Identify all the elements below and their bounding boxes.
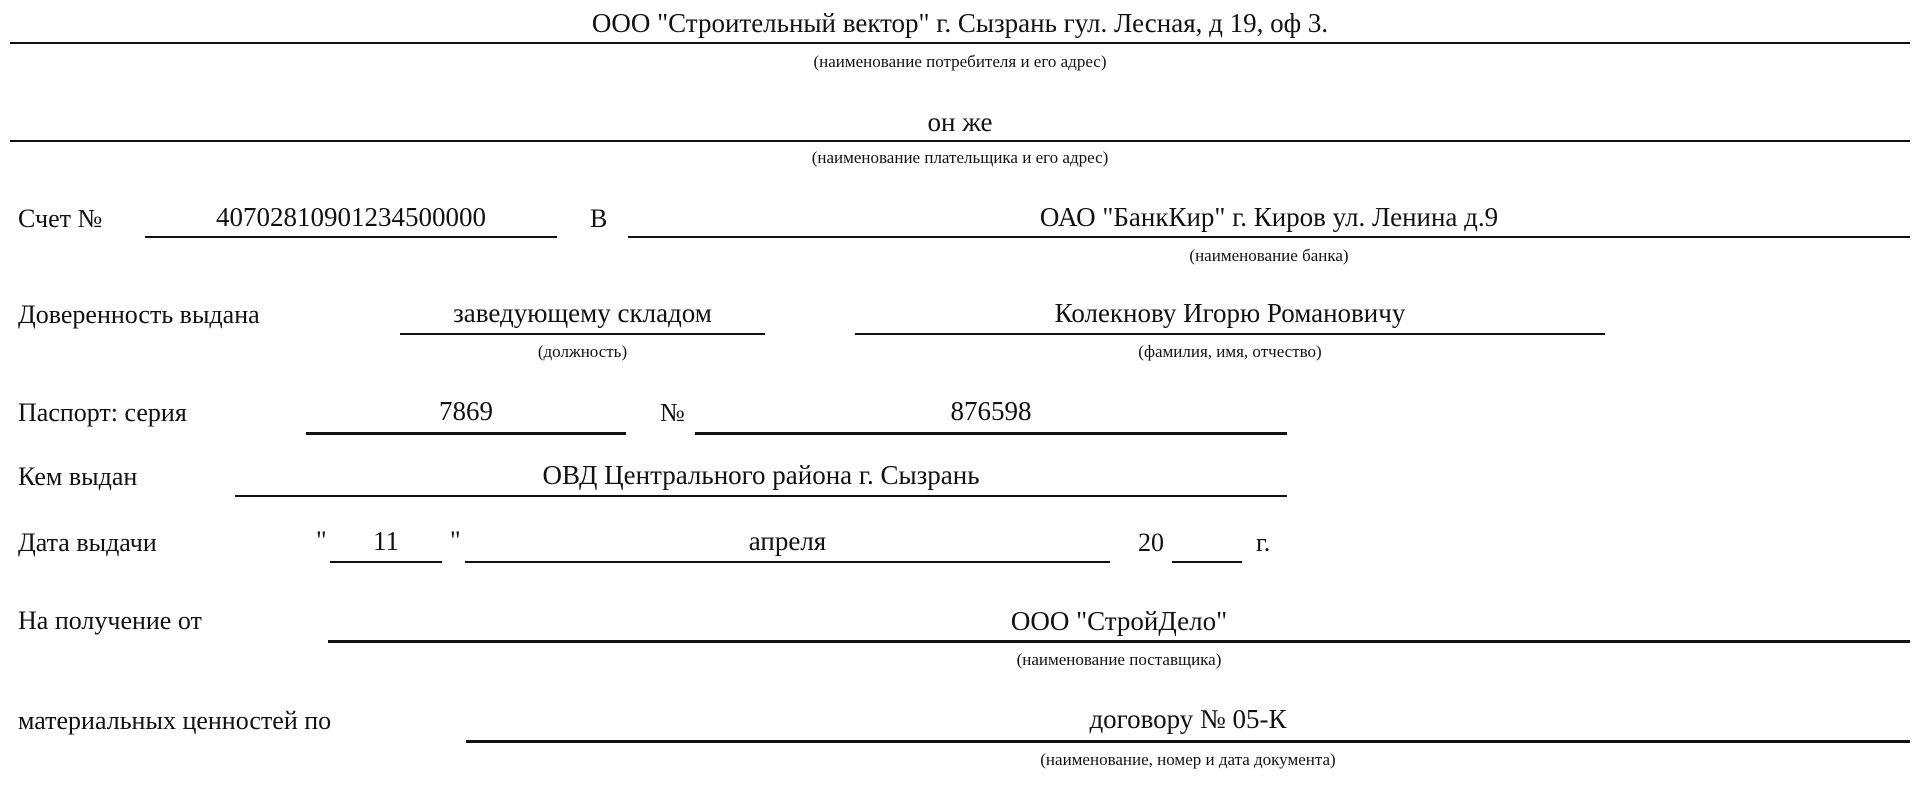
issue-date-label: Дата выдачи bbox=[18, 528, 157, 557]
issue-date-quote-close: " bbox=[450, 526, 461, 555]
issued-by-label: Кем выдан bbox=[18, 462, 138, 491]
issue-date-month-underline bbox=[465, 561, 1110, 563]
passport-number-underline bbox=[695, 432, 1287, 435]
receive-from-label: На получение от bbox=[18, 606, 202, 635]
issued-by-underline bbox=[235, 495, 1287, 497]
materials-label: материальных ценностей по bbox=[18, 706, 332, 735]
proxy-position: заведующему складом bbox=[453, 298, 712, 328]
bank-caption: (наименование банка) bbox=[1189, 246, 1349, 265]
issue-date-quote-open: " bbox=[316, 526, 327, 555]
issue-date-day: 11 bbox=[373, 526, 399, 556]
proxy-name: Колекнову Игорю Романовичу bbox=[1054, 298, 1406, 328]
passport-number: 876598 bbox=[950, 396, 1032, 426]
account-number-underline bbox=[145, 236, 557, 238]
materials-value: договору № 05-К bbox=[1089, 704, 1287, 734]
proxy-position-underline bbox=[400, 333, 765, 335]
issue-date-year-underline bbox=[1172, 561, 1242, 563]
consumer-value: ООО "Строительный вектор" г. Сызрань гул. Лесная, д 19, оф 3. bbox=[591, 8, 1329, 38]
materials-underline bbox=[466, 740, 1910, 743]
bank-prefix: В bbox=[590, 204, 608, 233]
payer-value: он же bbox=[927, 107, 993, 137]
account-number: 40702810901234500000 bbox=[216, 202, 486, 232]
receive-from-caption: (наименование поставщика) bbox=[1016, 650, 1222, 669]
account-label: Счет № bbox=[18, 204, 103, 233]
proxy-label: Доверенность выдана bbox=[18, 300, 260, 329]
issued-by-value: ОВД Центрального района г. Сызрань bbox=[542, 460, 980, 490]
bank-value: ОАО "БанкКир" г. Киров ул. Ленина д.9 bbox=[1039, 202, 1499, 232]
payer-caption: (наименование плательщика и его адрес) bbox=[811, 148, 1109, 167]
issue-date-year-suffix: г. bbox=[1256, 528, 1271, 557]
passport-series: 7869 bbox=[439, 396, 493, 426]
materials-caption: (наименование, номер и дата документа) bbox=[1040, 750, 1336, 769]
consumer-underline bbox=[10, 42, 1910, 44]
proxy-name-underline bbox=[855, 333, 1605, 335]
issue-date-year-prefix: 20 bbox=[1138, 528, 1164, 557]
receive-from-value: ООО "СтройДело" bbox=[1010, 606, 1228, 636]
passport-number-label: № bbox=[660, 398, 685, 427]
issue-date-month: апреля bbox=[748, 526, 827, 556]
proxy-position-caption: (должность) bbox=[537, 342, 628, 361]
passport-label: Паспорт: серия bbox=[18, 398, 187, 427]
consumer-caption: (наименование потребителя и его адрес) bbox=[813, 52, 1107, 71]
payer-underline bbox=[10, 140, 1910, 142]
passport-series-underline bbox=[306, 432, 626, 435]
proxy-name-caption: (фамилия, имя, отчество) bbox=[1138, 342, 1322, 361]
bank-underline bbox=[628, 236, 1910, 238]
receive-from-underline bbox=[328, 640, 1910, 643]
issue-date-day-underline bbox=[330, 561, 442, 563]
